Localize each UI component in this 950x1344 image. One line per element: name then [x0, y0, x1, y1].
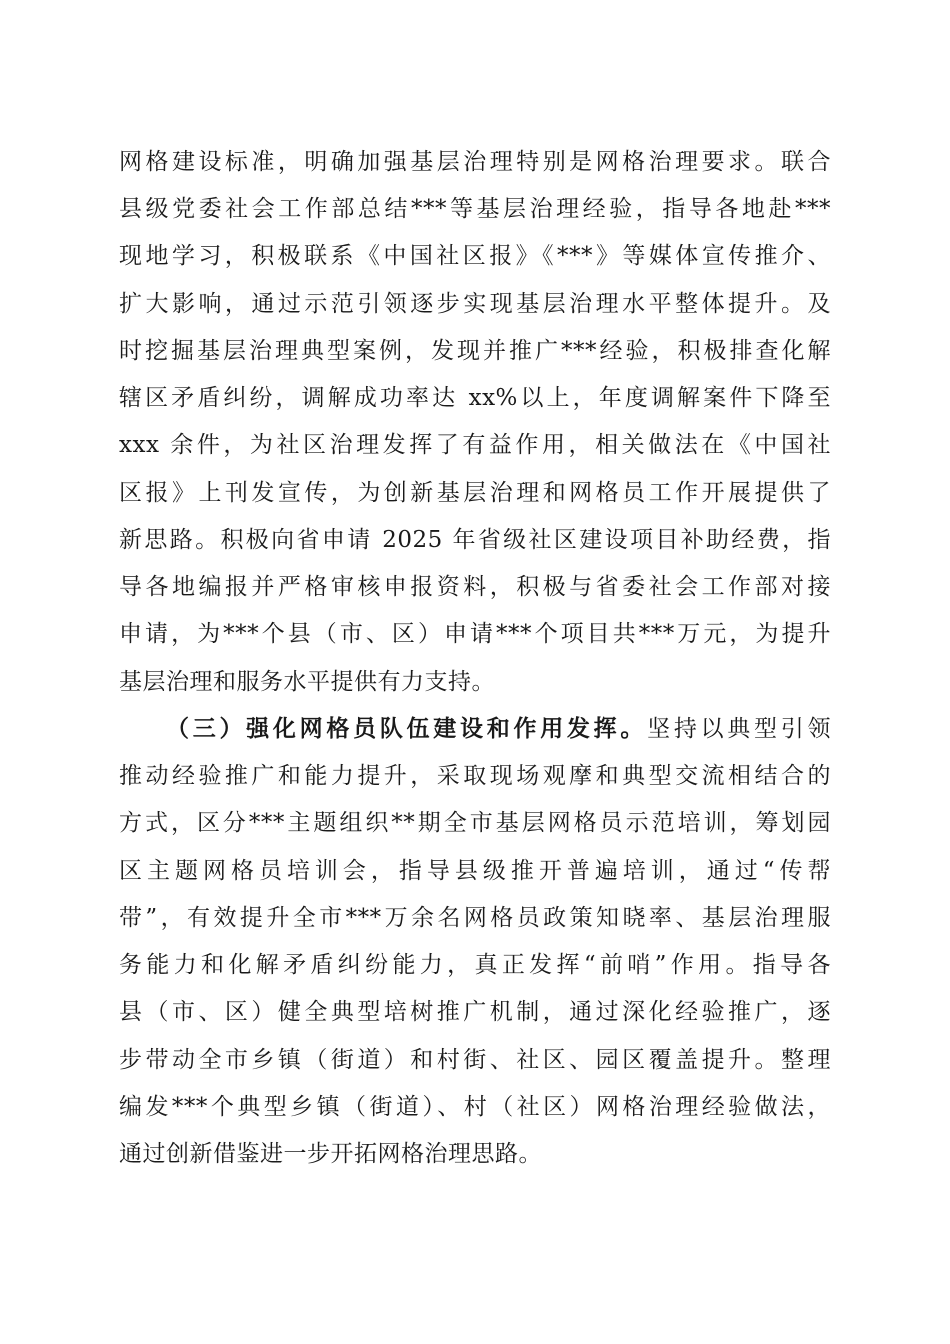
body-text-line: 推动经验推广和能力提升，采取现场观摩和典型交流相结合的	[119, 763, 831, 789]
body-text-line: 现地学习，积极联系《中国社区报》《***》等媒体宣传推介、	[119, 243, 831, 269]
body-text-line: 带”，有效提升全市***万余名网格员政策知晓率、基层治理服	[119, 905, 831, 931]
body-text-line: 新思路。积极向省申请 2025 年省级社区建设项目补助经费，指	[119, 527, 831, 553]
body-text-line: 编发***个典型乡镇（街道）、村（社区）网格治理经验做法，	[119, 1094, 831, 1120]
section-heading: （三）强化网格员队伍建设和作用发挥。	[166, 715, 648, 742]
body-text-line: 通过创新借鉴进一步开拓网格治理思路。	[119, 1141, 542, 1167]
body-text-line: 申请，为***个县（市、区）申请***个项目共***万元，为提升	[119, 621, 831, 647]
body-text-line: 导各地编报并严格审核申报资料，积极与省委社会工作部对接	[119, 574, 831, 600]
body-text-line: 扩大影响，通过示范引领逐步实现基层治理水平整体提升。及	[119, 291, 831, 317]
body-text-line: 务能力和化解矛盾纠纷能力，真正发挥“前哨”作用。指导各	[119, 952, 831, 978]
body-text-line: 县（市、区）健全典型培树推广机制，通过深化经验推广，逐	[119, 999, 831, 1025]
body-text-line: 区主题网格员培训会，指导县级推开普遍培训，通过“传帮	[119, 858, 831, 884]
body-text-line: 基层治理和服务水平提供有力支持。	[119, 669, 495, 695]
body-text-line: 方式，区分***主题组织**期全市基层网格员示范培训，筹划园	[119, 810, 831, 836]
body-text-line: 时挖掘基层治理典型案例，发现并推广***经验，积极排查化解	[119, 338, 831, 364]
body-text-line: 步带动全市乡镇（街道）和村街、社区、园区覆盖提升。整理	[119, 1047, 831, 1073]
section-heading-line	[166, 709, 831, 749]
body-text-line: 区报》上刊发宣传，为创新基层治理和网格员工作开展提供了	[119, 480, 831, 506]
body-text-line: 县级党委社会工作部总结***等基层治理经验，指导各地赴***	[119, 196, 831, 222]
body-text-line: xxx 余件，为社区治理发挥了有益作用，相关做法在《中国社	[119, 432, 831, 458]
body-text-line: 辖区矛盾纠纷，调解成功率达 xx%以上，年度调解案件下降至	[119, 385, 831, 411]
body-text-span: 坚持以典型引领	[647, 716, 832, 742]
body-text-line: 网格建设标准，明确加强基层治理特别是网格治理要求。联合	[119, 149, 831, 175]
